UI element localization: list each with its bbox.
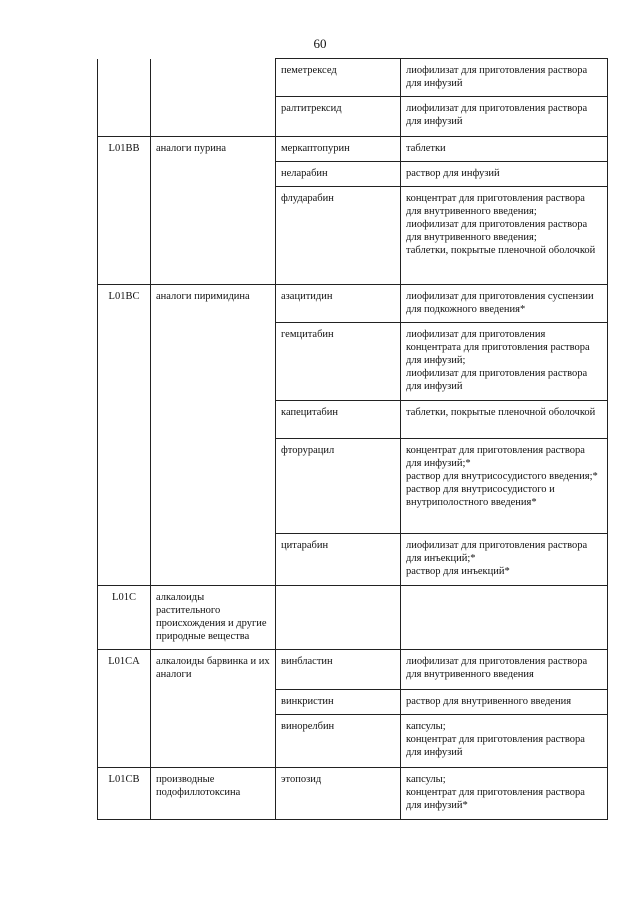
group-name-cell [151,59,276,97]
drug-name-cell: капецитабин [276,401,401,439]
group-name-cell [151,439,276,534]
atc-code-cell [98,187,151,285]
atc-code-cell: L01BB [98,137,151,162]
drug-name-cell: азацитидин [276,285,401,323]
table-row [98,97,608,137]
group-name-cell [151,690,276,715]
table-row [98,439,608,534]
drug-table [97,58,608,820]
drug-name-cell [276,586,401,650]
dosage-forms-cell: таблетки, покрытые пленочной оболочкой [401,401,608,439]
dosage-forms-cell: раствор для инфузий [401,162,608,187]
drug-name-cell: гемцитабин [276,323,401,401]
group-name-cell: аналоги пиримидина [151,285,276,323]
drug-name-cell: ралтитрексид [276,97,401,137]
table-row [98,323,608,401]
dosage-forms-cell: капсулы; концентрат для приготовления раствора для инфузий [401,715,608,768]
drug-name-cell: винорелбин [276,715,401,768]
table-row [98,59,608,97]
atc-code-cell [98,401,151,439]
group-name-cell: алкалоиды барвинка и их аналоги [151,650,276,690]
dosage-forms-cell: таблетки [401,137,608,162]
atc-code-cell: L01CA [98,650,151,690]
atc-code-cell [98,534,151,586]
atc-code-cell: L01C [98,586,151,650]
dosage-forms-cell: концентрат для приготовления раствора для инфузий;* раствор для внутрисосудистого введения;* раствор для внутрисосудистого и внутриполостного введения* [401,439,608,534]
table-row [98,534,608,586]
group-name-cell [151,401,276,439]
page-number: 60 [313,36,327,51]
dosage-forms-cell [401,586,608,650]
table-row [98,715,608,768]
table-row [98,768,608,820]
atc-code-cell [98,715,151,768]
group-name-cell: алкалоиды растительного происхождения и другие природные вещества [151,586,276,650]
drug-name-cell: цитарабин [276,534,401,586]
group-name-cell [151,97,276,137]
atc-code-cell [98,97,151,137]
group-name-cell [151,715,276,768]
table-row [98,690,608,715]
table-row [98,285,608,323]
dosage-forms-cell: лиофилизат для приготовления раствора для инъекций;* раствор для инъекций* [401,534,608,586]
drug-name-cell: неларабин [276,162,401,187]
dosage-forms-cell: лиофилизат для приготовления раствора для инфузий [401,97,608,137]
table-row [98,137,608,162]
group-name-cell: производные подофиллотоксина [151,768,276,820]
atc-code-cell [98,162,151,187]
drug-name-cell: пеметрексед [276,59,401,97]
atc-code-cell: L01CB [98,768,151,820]
dosage-forms-cell: лиофилизат для приготовления раствора для инфузий [401,59,608,97]
dosage-forms-cell: раствор для внутривенного введения [401,690,608,715]
dosage-forms-cell: концентрат для приготовления раствора для внутривенного введения; лиофилизат для приготовления раствора для внутривенного введения; таблетки, покрытые пленочной оболочкой [401,187,608,285]
dosage-forms-cell: лиофилизат для приготовления суспензии для подкожного введения* [401,285,608,323]
table-row [98,187,608,285]
drug-name-cell: меркаптопурин [276,137,401,162]
group-name-cell: аналоги пурина [151,137,276,162]
group-name-cell [151,534,276,586]
table-row [98,162,608,187]
dosage-forms-cell: лиофилизат для приготовления раствора для внутривенного введения [401,650,608,690]
drug-name-cell: винбластин [276,650,401,690]
atc-code-cell [98,59,151,97]
dosage-forms-cell: лиофилизат для приготовления концентрата для приготовления раствора для инфузий; лиофилизат для приготовления раствора для инфузий [401,323,608,401]
drug-name-cell: винкристин [276,690,401,715]
atc-code-cell [98,439,151,534]
group-name-cell [151,323,276,401]
atc-code-cell [98,690,151,715]
table-row [98,586,608,650]
group-name-cell [151,162,276,187]
table-row [98,650,608,690]
drug-name-cell: флударабин [276,187,401,285]
atc-code-cell: L01BC [98,285,151,323]
atc-code-cell [98,323,151,401]
table-row [98,401,608,439]
drug-name-cell: этопозид [276,768,401,820]
group-name-cell [151,187,276,285]
dosage-forms-cell: капсулы; концентрат для приготовления раствора для инфузий* [401,768,608,820]
drug-name-cell: фторурацил [276,439,401,534]
